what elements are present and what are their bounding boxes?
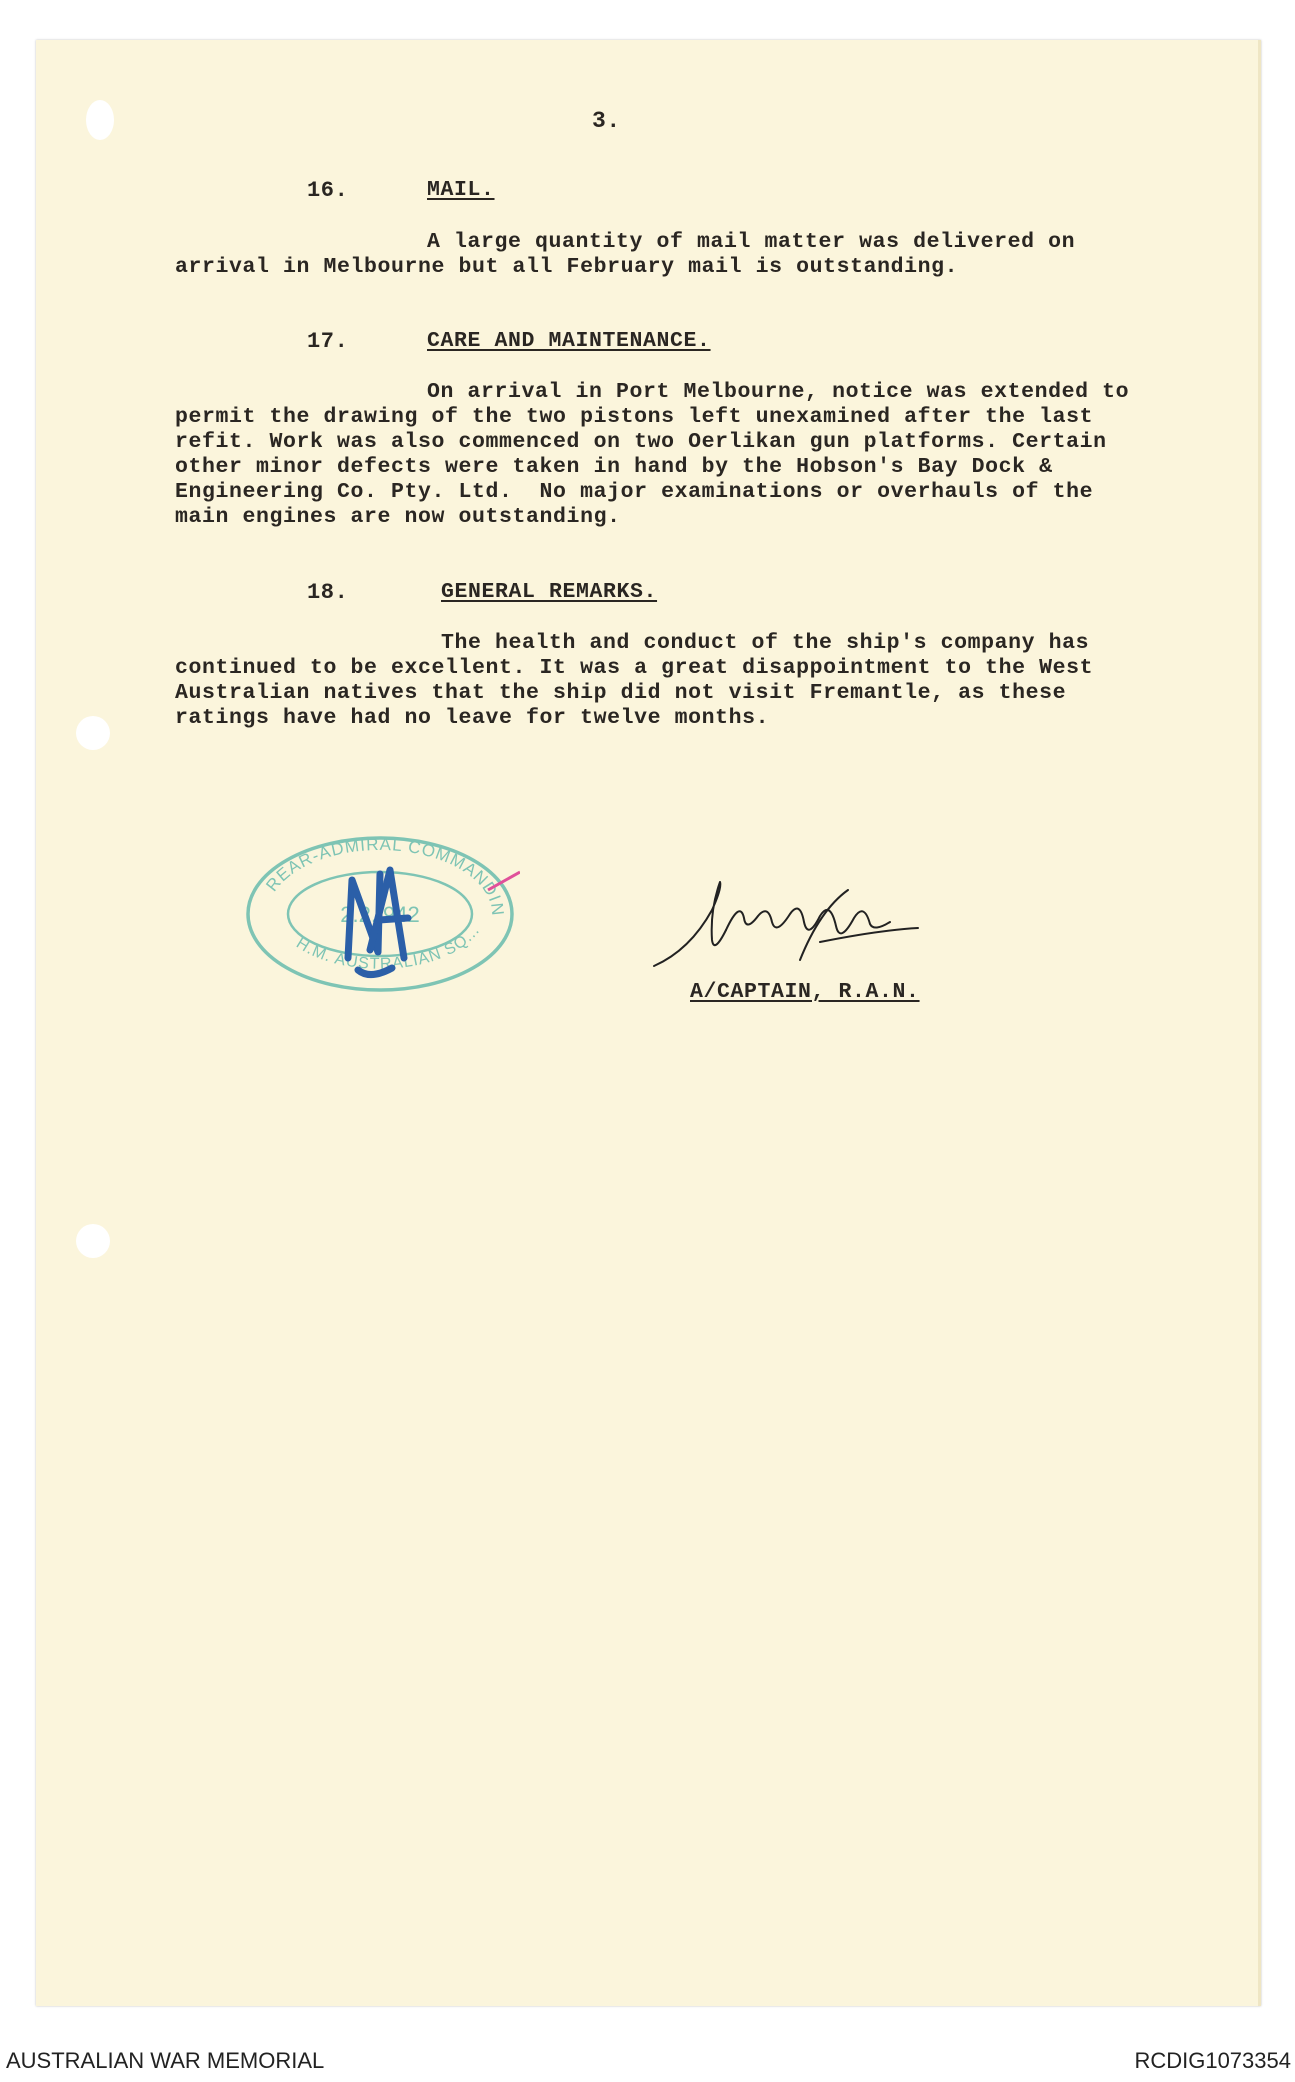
section-18-line-3: Australian natives that the ship did not visit Fremantle, as these <box>175 681 1067 705</box>
section-17-line-2: permit the drawing of the two pistons left unexamined after the last <box>175 405 1094 429</box>
section-17-heading: CARE AND MAINTENANCE. <box>427 329 711 353</box>
punch-hole-upper-middle <box>76 716 110 750</box>
punch-hole-top <box>86 100 114 140</box>
stamp-date: 2.2. 942 <box>340 902 420 927</box>
section-18-number: 18. <box>307 580 349 605</box>
section-17-line-3: refit. Work was also commenced on two Oerlikan gun platforms. Certain <box>175 430 1107 454</box>
punch-hole-lower-middle <box>76 1224 110 1258</box>
section-16-heading: MAIL. <box>427 178 495 202</box>
section-17-line-1: On arrival in Port Melbourne, notice was extended to <box>427 380 1130 404</box>
page-number: 3. <box>592 108 621 134</box>
section-18-line-4: ratings have had no leave for twelve months. <box>175 706 770 730</box>
section-16-line-1: A large quantity of mail matter was delivered on <box>427 230 1076 254</box>
stamp-top-text: REAR-ADMIRAL COMMANDIN <box>262 834 508 918</box>
section-18-heading: GENERAL REMARKS. <box>441 580 658 604</box>
section-18-line-1: The health and conduct of the ship's company has <box>441 631 1090 655</box>
footer-source: AUSTRALIAN WAR MEMORIAL <box>6 2048 325 2073</box>
signature-title: A/CAPTAIN, R.A.N. <box>690 980 920 1004</box>
section-18-line-2: continued to be excellent. It was a great disappointment to the West <box>175 656 1094 680</box>
section-17-line-6: main engines are now outstanding. <box>175 505 621 529</box>
handwritten-signature <box>650 870 940 980</box>
section-17-line-4: other minor defects were taken in hand by the Hobson's Bay Dock & <box>175 455 1053 479</box>
section-17-number: 17. <box>307 329 349 354</box>
section-16-number: 16. <box>307 178 349 203</box>
section-17-line-5: Engineering Co. Pty. Ltd. No major examinations or overhauls of the <box>175 480 1094 504</box>
footer-record-id: RCDIG1073354 <box>1134 2048 1291 2073</box>
stamp-bottom-text: H.M. AUSTRALIAN SQ... <box>293 922 484 973</box>
rear-admiral-stamp <box>240 830 520 998</box>
section-16-line-2: arrival in Melbourne but all February mail is outstanding. <box>175 255 959 279</box>
